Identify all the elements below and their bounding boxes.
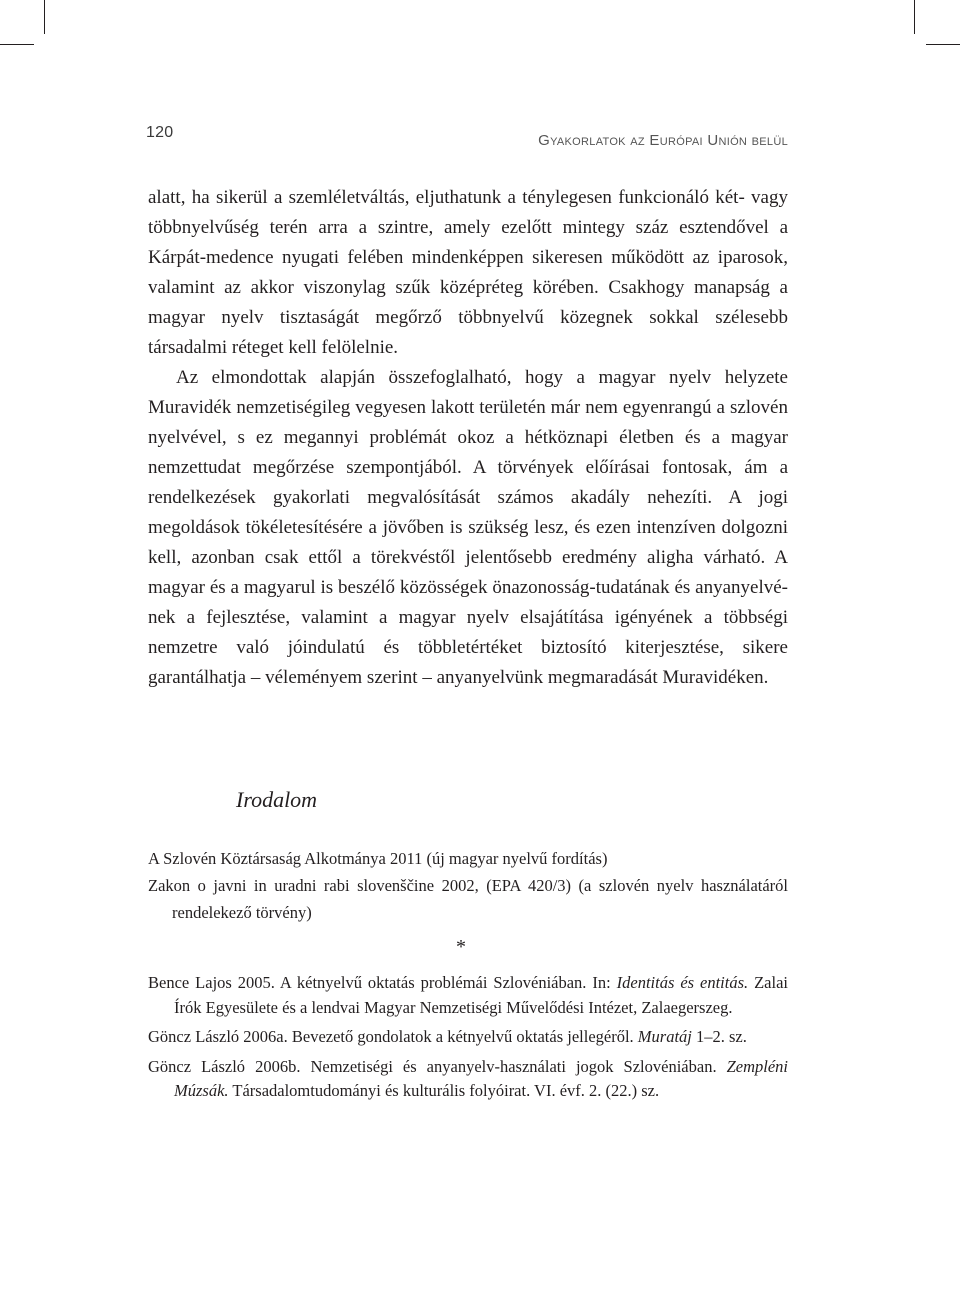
reference-title: Zempléni Múzsák.: [174, 1056, 788, 1100]
running-header: Gyakorlatok az Európai Unión belül: [538, 132, 788, 149]
reference-title: Muratáj: [637, 1027, 692, 1046]
crop-mark-top-left-vertical: [44, 0, 45, 34]
section-title: Irodalom: [236, 787, 318, 812]
crop-mark-top-left-horizontal: [0, 44, 34, 45]
legal-source-item: A Szlovén Köztársaság Alkotmánya 2011 (új magyar nyelvű fordítás): [148, 849, 608, 868]
reference-text: 1–2. sz.: [691, 1027, 747, 1046]
crop-mark-top-right-vertical: [914, 0, 915, 34]
reference-text: Göncz László 2006a. Bevezető gondolatok a kétnyelvű oktatás jellegéről.: [148, 1027, 638, 1046]
body-text: [148, 183, 788, 693]
reference-text: Zalai Írók Egyesülete és a lendvai Magyar Nemzetiségi Művelődési Intézet, Zalaegerszeg.: [174, 973, 788, 1017]
crop-mark-top-right-horizontal: [926, 44, 960, 45]
reference-text: Bence Lajos 2005. A kétnyelvű oktatás problémái Szlovéniában. In:: [148, 973, 617, 992]
section-separator: *: [456, 936, 466, 958]
reference-item: [148, 1025, 788, 1050]
reference-item: [148, 1055, 788, 1104]
page-number: 120: [146, 124, 174, 141]
reference-list: [148, 971, 788, 1109]
body-paragraph: Az elmondottak alapján összefoglalható, hogy a magyar nyelv helyzete Muravidék nemzetiségileg vegyesen lakott területén már nem egyenrangú a szlovén nyelvével, s ez megannyi problémát okoz a hétköznapi életben és a magyar nemzettudat megőrzése szempontjából. A törvények előírásai fontosak, ám a rendelkezések gyakorlati megvalósítását számos akadály nehezíti. A jogi megoldások tökéletesítésére a jövőben is szükség lesz, és ezen intenzíven dolgozni kell, azonban csak ettől a törekvéstől jelentősebb eredmény aligha várható. A magyar és a magyarul is beszélő közösségek önazonosság-tudatának és anyanyelvének a fejlesztése, valamint a magyar nyelv elsajátítása igényének a többségi nemzetre való jóindulatú és többletértéket biztosító kiterjesztése, sikere garantálhatja – véleményem szerint – anyanyelvünk megmaradását Muravidéken.: [148, 367, 788, 688]
reference-text: Göncz László 2006b. Nemzetiségi és anyanyelv-használati jogok Szlovéniában.: [148, 1056, 727, 1076]
body-paragraph: alatt, ha sikerül a szemléletváltás, eljuthatunk a ténylegesen funkcionáló két- vagy többnyelvűség terén arra a szintre, amely ezelőtt mintegy száz esztendővel a Kárpát-medence nyugati felében mindenképpen sikeresen működött az iparosok, valamint az akkor viszonylag szűk középréteg körében. Csakhogy manapság a magyar nyelv tisztaságát megőrző többnyelvű közegnek sokkal szélesebb társadalmi réteget kell felölelnie.: [148, 187, 788, 358]
reference-item: [148, 971, 788, 1020]
legal-source-item: Zakon o javni in uradni rabi slovenščine 2002, (EPA 420/3) (a szlovén nyelv használatáról rendelekező törvény): [148, 876, 788, 922]
reference-text: Társadalomtudományi és kulturális folyóirat. VI. évf. 2. (22.) sz.: [228, 1081, 660, 1100]
legal-sources-list: [148, 845, 788, 926]
reference-title: Identitás és entitás.: [616, 973, 749, 992]
